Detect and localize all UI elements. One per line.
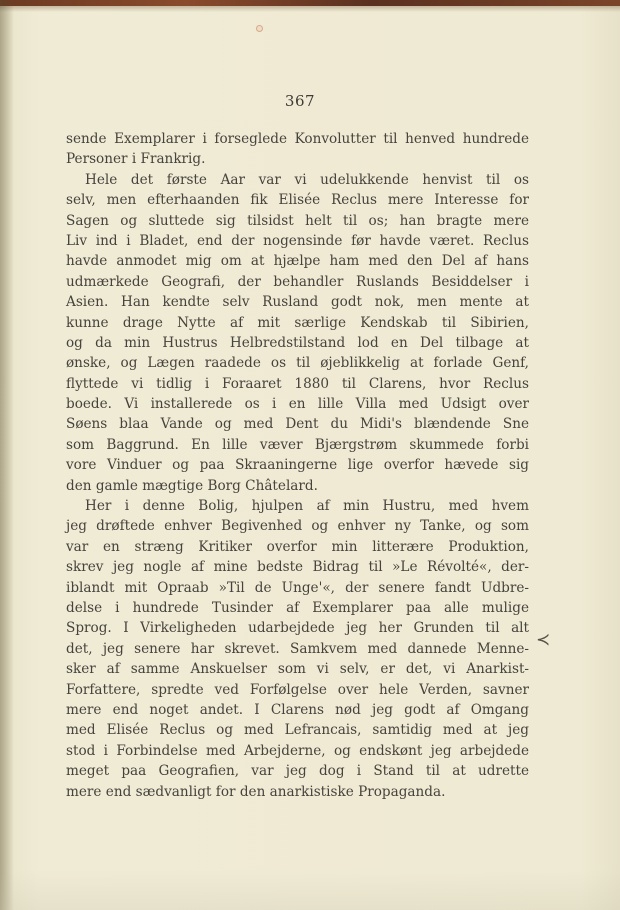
page-bottom-shadow (0, 870, 620, 910)
text-line: kunne drage Nytte af mit særlige Kendskab til Sibirien, (66, 314, 529, 331)
text-line: udmærkede Geografi, der behandler Ruslands Besiddelser i (66, 273, 529, 290)
text-line: det, jeg senere har skrevet. Samkvem med dannede Menne- (66, 640, 529, 657)
text-line: jeg drøftede enhver Begivenhed og enhver ny Tanke, og som (66, 518, 529, 535)
text-line: skrev jeg nogle af mine bedste Bidrag til »Le Révolté«, der- (66, 559, 529, 576)
text-line: meget paa Geografien, var jeg dog i Stand til at udrette (66, 763, 529, 780)
text-line: Sagen og sluttede sig tilsidst helt til os; han bragte mere (66, 212, 529, 229)
text-line: var en stræng Kritiker overfor min litterære Produktion, (66, 538, 529, 555)
text-line: iblandt mit Opraab »Til de Unge'«, der senere fandt Udbre- (66, 579, 529, 596)
page-binding-shadow (0, 0, 14, 910)
text-line: som Baggrund. En lille væver Bjærgstrøm skummede forbi (66, 436, 529, 453)
text-line: Asien. Han kendte selv Rusland godt nok, men mente at (66, 294, 529, 311)
text-line: ønske, og Lægen raadede os til øjeblikkelig at forlade Genf, (66, 355, 529, 372)
text-line: sker af samme Anskuelser som vi selv, er det, vi Anarkist- (66, 661, 529, 678)
text-line: Her i denne Bolig, hjulpen af min Hustru, med hvem (85, 498, 529, 515)
text-line: Hele det første Aar var vi udelukkende henvist til os (85, 171, 529, 188)
body-text (66, 129, 529, 802)
text-line: med Elisée Reclus og med Lefrancais, samtidig med at jeg (66, 722, 529, 739)
text-line: og da min Hustrus Helbredstilstand lod en Del tilbage at (66, 334, 529, 351)
binding-hole-icon (256, 25, 263, 32)
text-line: sende Exemplarer i forseglede Konvolutter til henved hundrede (66, 131, 529, 147)
text-line: selv, men efterhaanden fik Elisée Reclus mere Interesse for (66, 192, 529, 209)
text-line: Forfattere, spredte ved Forfølgelse over hele Verden, savner (66, 681, 529, 698)
page-top-shadow (0, 6, 620, 12)
text-line: Sprog. I Virkeligheden udarbejdede jeg her Grunden til alt (66, 620, 529, 637)
text-line: Personer i Frankrig. (66, 151, 206, 168)
text-line: stod i Forbindelse med Arbejderne, og endskønt jeg arbejdede (66, 742, 529, 759)
text-line: mere end noget andet. I Clarens nød jeg godt af Omgang (66, 701, 529, 718)
text-line: mere end sædvanligt for den anarkistiske Propaganda. (66, 783, 446, 800)
text-line: flyttede vi tidlig i Foraaret 1880 til Clarens, hvor Reclus (66, 375, 529, 392)
text-line: delse i hundrede Tusinder af Exemplarer paa alle mulige (66, 599, 529, 616)
text-line: boede. Vi installerede os i en lille Villa med Udsigt over (66, 396, 529, 413)
margin-annotation-mark: ≺ (536, 630, 551, 650)
text-line: havde anmodet mig om at hjælpe ham med den Del af hans (66, 253, 529, 270)
text-line: den gamle mægtige Borg Châtelard. (66, 477, 318, 494)
text-line: Liv ind i Bladet, end der nogensinde før havde været. Reclus (66, 232, 529, 249)
page-number: 367 (284, 92, 316, 110)
text-line: vore Vinduer og paa Skraaningerne lige overfor hævede sig (66, 457, 529, 474)
text-line: Søens blaa Vande og med Dent du Midi's blændende Sne (66, 416, 529, 433)
